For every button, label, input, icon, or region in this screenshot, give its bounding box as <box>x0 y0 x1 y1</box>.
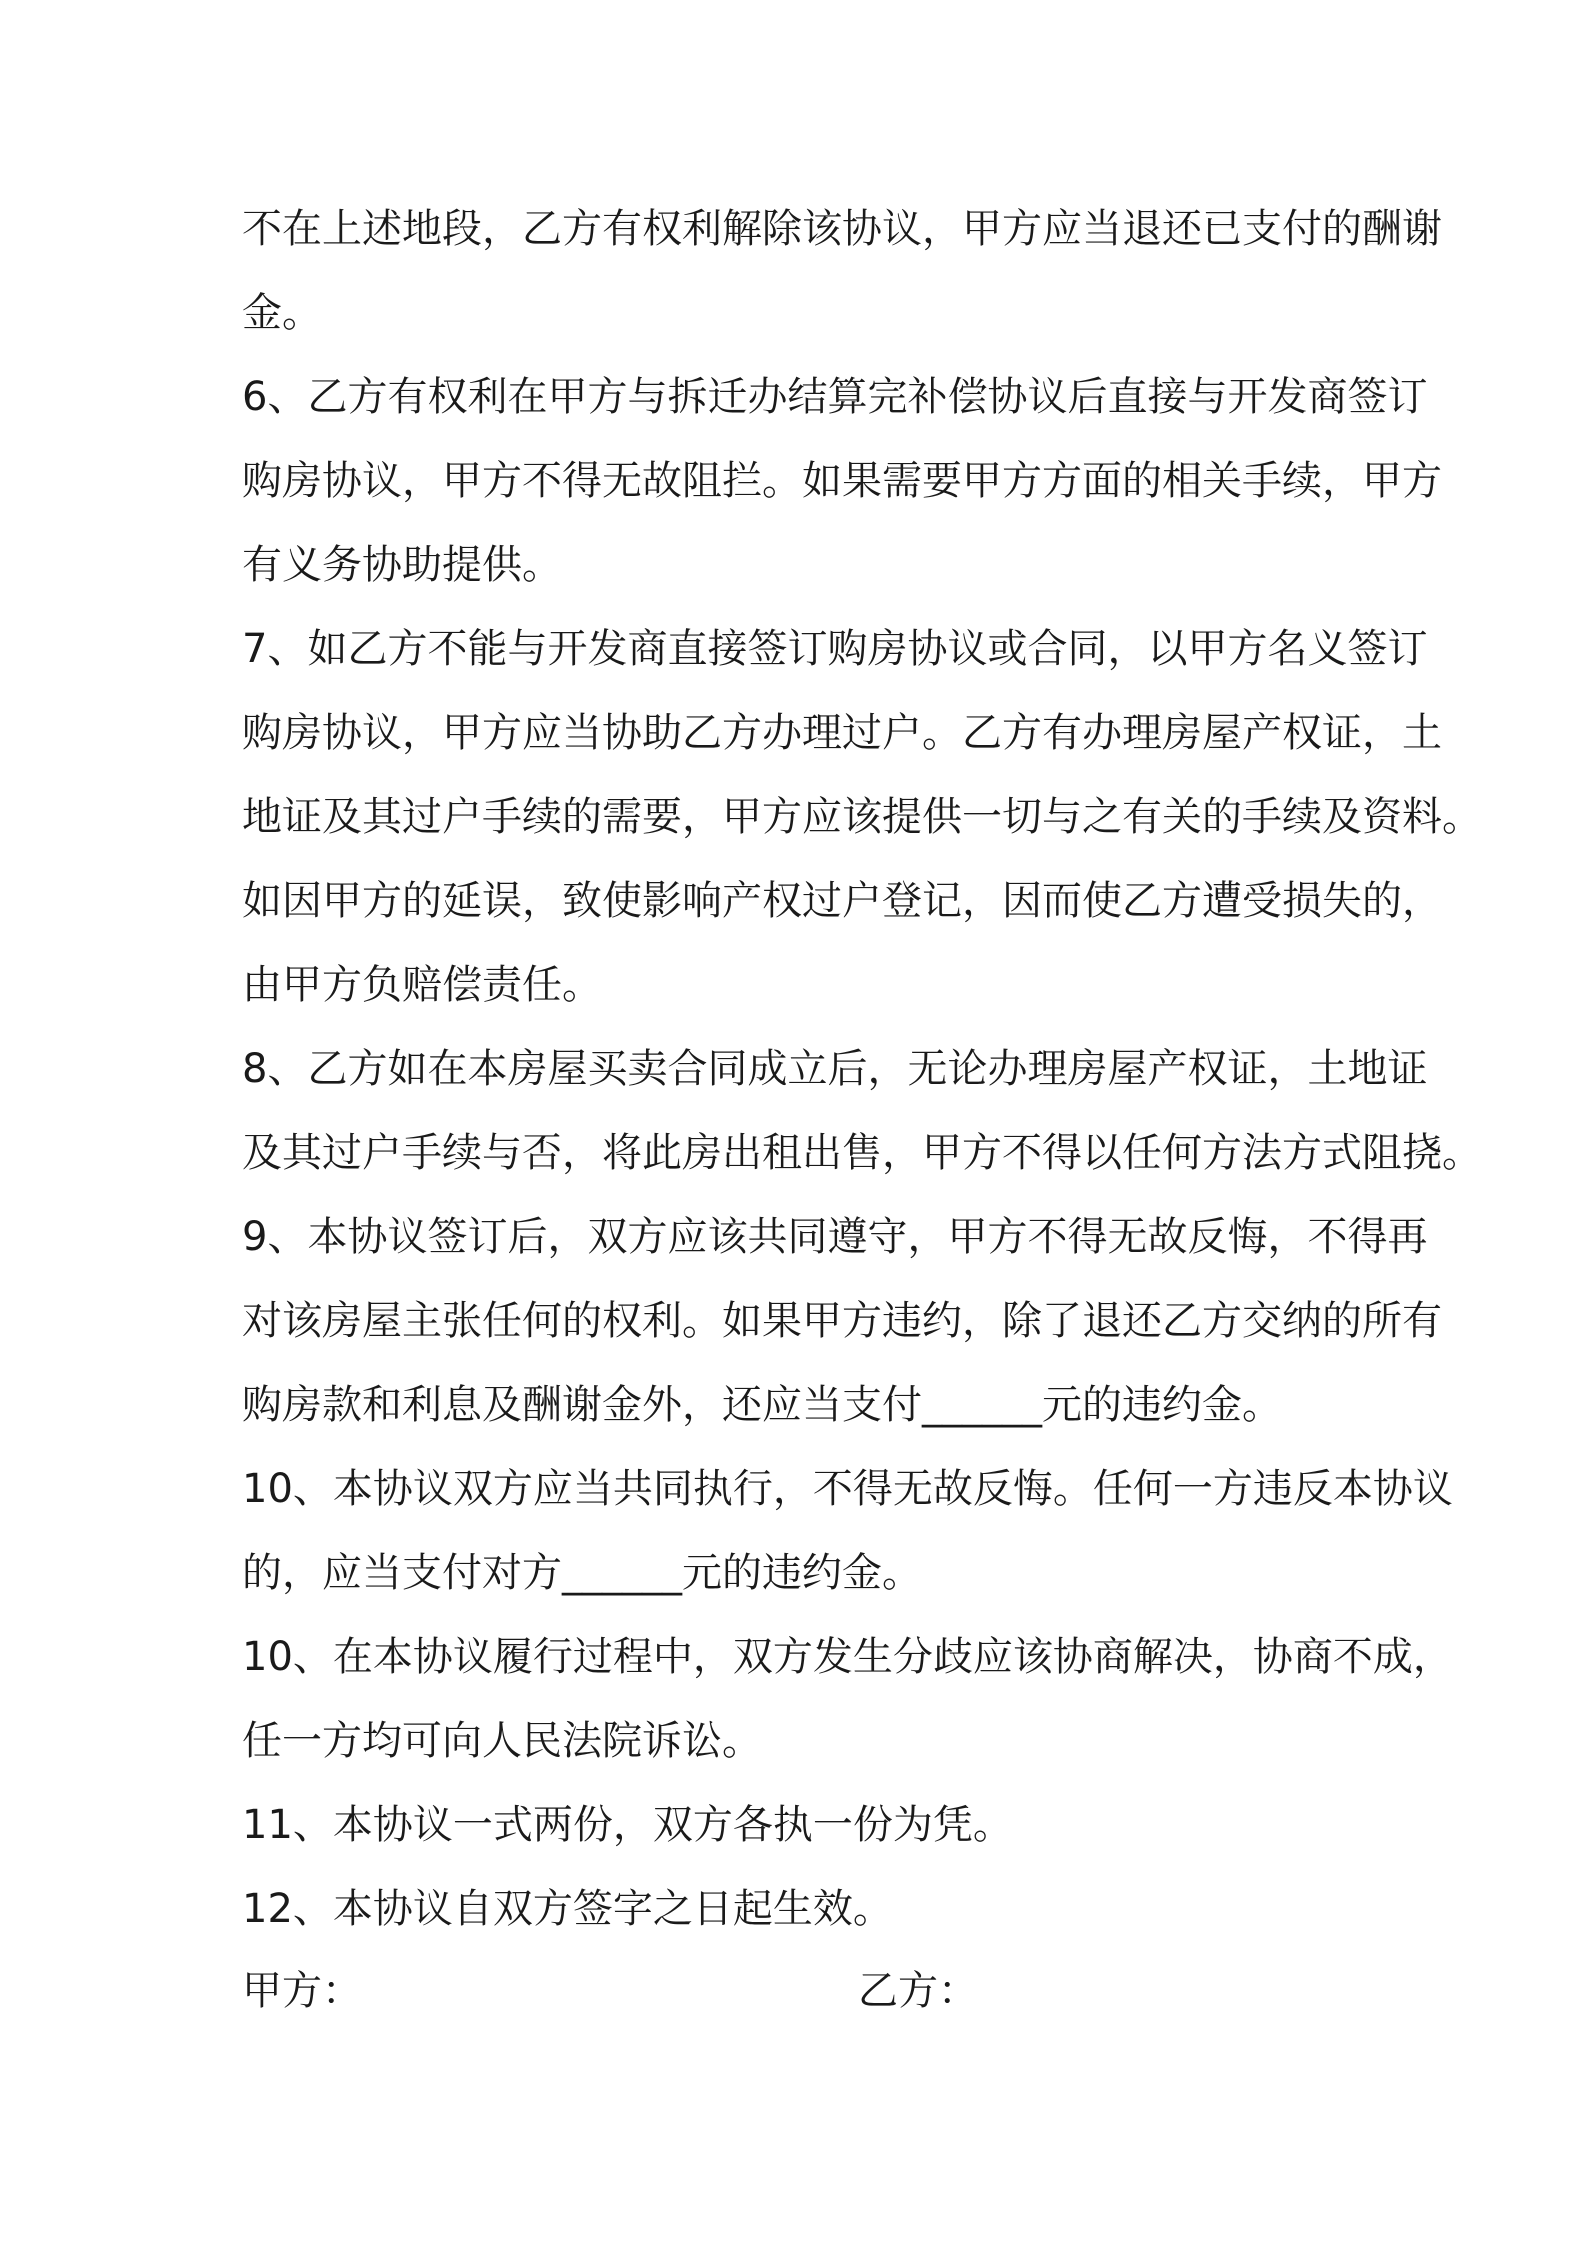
text-line: 9、本协议签订后，双方应该共同遵守，甲方不得无故反悔，不得再 <box>242 1214 1428 1260</box>
text-line: 不在上述地段，乙方有权利解除该协议，甲方应当退还已支付的酬谢 <box>242 206 1442 252</box>
text-line: 8、乙方如在本房屋买卖合同成立后，无论办理房屋产权证，土地证 <box>242 1046 1428 1092</box>
text-line: 购房协议，甲方不得无故阻拦。如果需要甲方方面的相关手续，甲方 <box>242 458 1442 504</box>
text-line: 购房协议，甲方应当协助乙方办理过户。乙方有办理房屋产权证，土 <box>242 710 1442 756</box>
text-line: 地证及其过户手续的需要，甲方应该提供一切与之有关的手续及资料。 <box>242 794 1482 840</box>
text-line: 及其过户手续与否，将此房出租出售，甲方不得以任何方法方式阻挠。 <box>242 1130 1482 1176</box>
text-line: 由甲方负赔偿责任。 <box>242 962 602 1008</box>
text-line: 的，应当支付对方______元的违约金。 <box>242 1550 922 1596</box>
text-line: 10、本协议双方应当共同执行，不得无故反悔。任何一方违反本协议 <box>242 1466 1453 1512</box>
text-line: 12、本协议自双方签字之日起生效。 <box>242 1886 893 1932</box>
text-line: 6、乙方有权利在甲方与拆迁办结算完补偿协议后直接与开发商签订 <box>242 374 1428 420</box>
party-b-signature-label: 乙方： <box>858 1968 978 2014</box>
text-line: 金。 <box>242 290 322 336</box>
party-a-signature-label: 甲方： <box>242 1968 362 2014</box>
text-line: 任一方均可向人民法院诉讼。 <box>242 1718 762 1764</box>
text-line: 有义务协助提供。 <box>242 542 562 588</box>
text-line: 7、如乙方不能与开发商直接签订购房协议或合同，以甲方名义签订 <box>242 626 1428 672</box>
text-line: 10、在本协议履行过程中，双方发生分歧应该协商解决，协商不成， <box>242 1634 1453 1680</box>
text-line: 11、本协议一式两份，双方各执一份为凭。 <box>242 1802 1013 1848</box>
text-line: 购房款和利息及酬谢金外，还应当支付______元的违约金。 <box>242 1382 1282 1428</box>
text-line: 如因甲方的延误，致使影响产权过户登记，因而使乙方遭受损失的， <box>242 878 1442 924</box>
text-line: 对该房屋主张任何的权利。如果甲方违约，除了退还乙方交纳的所有 <box>242 1298 1442 1344</box>
